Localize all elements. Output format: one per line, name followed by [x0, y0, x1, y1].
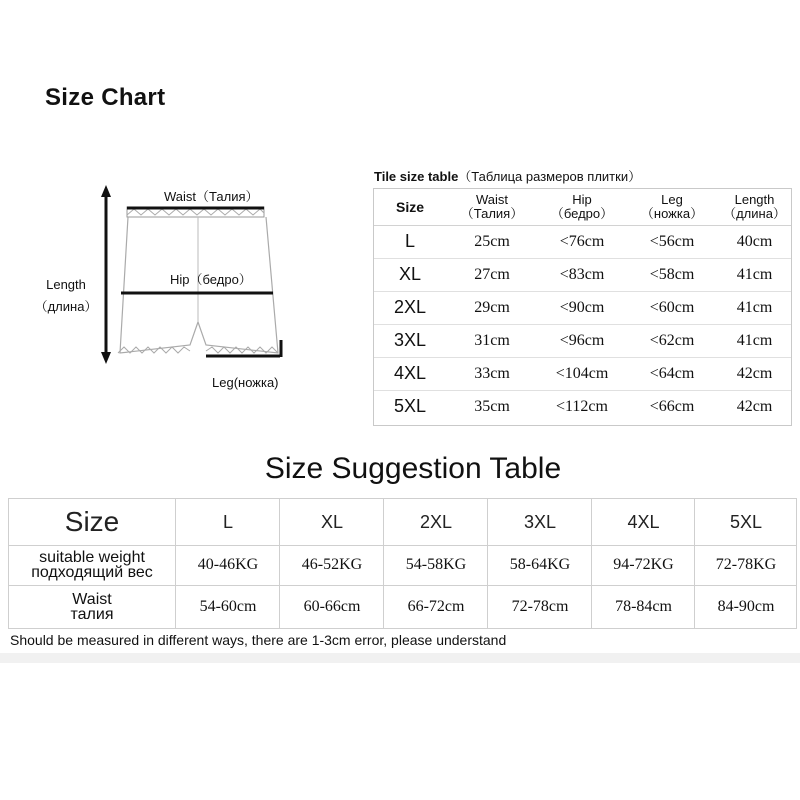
suggestion-waist-cell: 54-60cm — [175, 585, 280, 628]
suggestion-weight-cell: 54-58KG — [383, 545, 488, 585]
tile-header-hip — [538, 189, 626, 225]
tile-cell-size: 2XL — [393, 297, 427, 317]
tile-table-header-row — [374, 189, 791, 226]
tile-cell-leg: <62cm — [649, 331, 695, 349]
tile-cell-length: 42cm — [736, 397, 773, 415]
suggestion-weight-cell: 58-64KG — [487, 545, 592, 585]
measurement-note: Should be measured in different ways, there are 1-3cm error, please understand — [10, 632, 507, 648]
tile-header-size-text: Size — [395, 199, 424, 215]
tile-cell-size: 3XL — [393, 330, 427, 350]
suggestion-waist-cell: 72-78cm — [487, 585, 592, 628]
tile-header-hip-line2: （бедро） — [550, 206, 614, 221]
hip-label: Hip（бедро） — [170, 272, 252, 287]
tile-header-leg — [626, 189, 718, 225]
suggestion-waist-row — [9, 585, 796, 628]
suggestion-size-header: Size — [64, 506, 120, 537]
weight-label-line2: подходящий вес — [31, 564, 153, 581]
waist-label: Waist（Талия） — [164, 189, 259, 204]
suggestion-weight-cell: 72-78KG — [694, 545, 797, 585]
tile-table-row — [374, 324, 791, 358]
tile-table-caption-bold: Tile size table — [374, 169, 459, 184]
tile-cell-size: 5XL — [393, 396, 427, 416]
tile-cell-hip: <76cm — [559, 232, 605, 250]
tile-cell-hip: <83cm — [559, 265, 605, 283]
tile-header-size — [374, 189, 446, 225]
suggestion-weight-header — [9, 545, 175, 585]
waist-label-line1: Waist — [72, 590, 112, 608]
tile-header-length-line2: （длина） — [723, 206, 786, 221]
tile-size-table — [373, 188, 792, 426]
suggestion-waist-cell: 60-66cm — [279, 585, 384, 628]
suggestion-weight-cell: 46-52KG — [279, 545, 384, 585]
tile-header-hip-line1: Hip — [572, 192, 592, 207]
tile-cell-length: 41cm — [736, 298, 773, 316]
suggestion-size-cell: 2XL — [383, 499, 488, 545]
tile-cell-waist: 29cm — [474, 298, 510, 316]
tile-table-row — [374, 291, 791, 325]
length-label-line1: Length — [46, 277, 86, 292]
suggestion-size-cell: 5XL — [694, 499, 797, 545]
shorts-diagram — [30, 175, 360, 405]
tile-header-waist-line1: Waist — [475, 192, 509, 207]
suggestion-waist-cell: 84-90cm — [694, 585, 797, 628]
tile-cell-waist: 27cm — [474, 265, 510, 283]
tile-cell-leg: <60cm — [649, 298, 695, 316]
tile-header-length — [718, 189, 791, 225]
tile-table-caption — [374, 166, 641, 185]
tile-cell-hip: <104cm — [555, 364, 609, 382]
suggestion-waist-header — [9, 585, 175, 628]
suggestion-size-cell: XL — [279, 499, 384, 545]
waist-label-line2: талия — [70, 605, 114, 623]
suggestion-waist-cell: 66-72cm — [383, 585, 488, 628]
bottom-divider — [0, 653, 800, 663]
suggestion-waist-cell: 78-84cm — [591, 585, 695, 628]
tile-cell-hip: <112cm — [556, 397, 608, 415]
tile-cell-length: 40cm — [736, 232, 773, 250]
suggestion-size-row — [9, 499, 796, 546]
suggestion-size-cell: 3XL — [487, 499, 592, 545]
tile-cell-leg: <66cm — [649, 397, 695, 415]
tile-cell-waist: 33cm — [474, 364, 510, 382]
tile-cell-hip: <96cm — [559, 331, 605, 349]
suggestion-weight-cell: 94-72KG — [591, 545, 695, 585]
tile-table-row — [374, 357, 791, 391]
tile-cell-waist: 35cm — [474, 397, 510, 415]
suggestion-weight-cell: 40-46KG — [175, 545, 280, 585]
tile-cell-leg: <64cm — [649, 364, 695, 382]
tile-cell-size: XL — [398, 264, 422, 284]
suggestion-table-title: Size Suggestion Table — [264, 452, 562, 485]
suggestion-weight-row — [9, 545, 796, 586]
tile-cell-leg: <58cm — [649, 265, 695, 283]
size-suggestion-table — [8, 498, 797, 629]
tile-cell-waist: 25cm — [474, 232, 510, 250]
tile-header-waist-line2: （Талия） — [460, 206, 524, 221]
tile-header-length-line1: Length — [734, 192, 775, 207]
tile-cell-hip: <90cm — [559, 298, 605, 316]
weight-label-line1: suitable weight — [39, 549, 145, 566]
tile-cell-leg: <56cm — [649, 232, 695, 250]
tile-cell-size: L — [404, 231, 415, 251]
page-title: Size Chart — [45, 84, 166, 111]
tile-cell-waist: 31cm — [474, 331, 510, 349]
tile-cell-length: 41cm — [736, 265, 773, 283]
suggestion-size-cell: L — [175, 499, 280, 545]
tile-header-waist — [446, 189, 538, 225]
tile-cell-length: 42cm — [736, 364, 773, 382]
length-label-line2: （длина） — [34, 299, 98, 314]
tile-cell-size: 4XL — [393, 363, 427, 383]
leg-label: Leg(ножка) — [212, 375, 279, 390]
tile-header-leg-line2: （ножка） — [640, 206, 704, 221]
tile-header-leg-line1: Leg — [661, 192, 683, 207]
tile-table-row — [374, 225, 791, 259]
tile-table-row — [374, 390, 791, 423]
tile-table-caption-rest: （Таблица размеров плитки） — [458, 169, 642, 184]
tile-table-row — [374, 258, 791, 292]
tile-cell-length: 41cm — [736, 331, 773, 349]
suggestion-size-cell: 4XL — [591, 499, 695, 545]
